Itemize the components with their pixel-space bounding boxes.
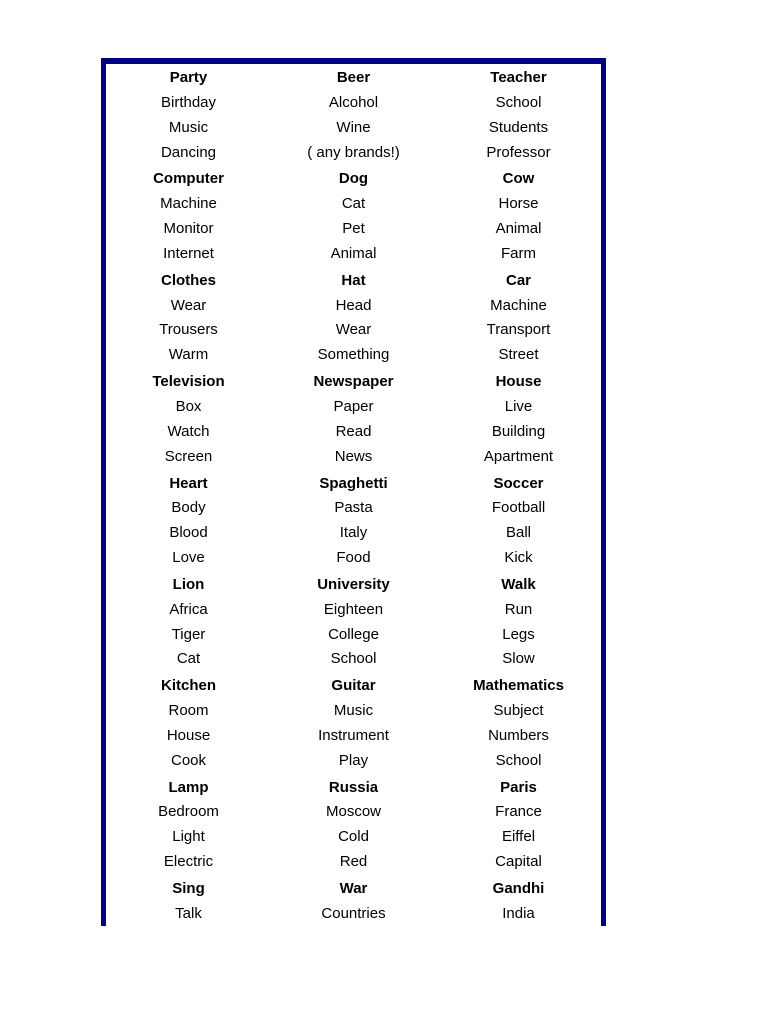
taboo-word: Alcohol bbox=[328, 93, 379, 111]
target-word: Paris bbox=[500, 778, 537, 796]
word-card bbox=[271, 64, 436, 165]
target-word: Spaghetti bbox=[319, 474, 388, 492]
word-card bbox=[106, 875, 271, 926]
target-word: Guitar bbox=[331, 677, 376, 695]
taboo-word: Red bbox=[339, 853, 368, 871]
taboo-word: Music bbox=[168, 118, 209, 136]
target-word: Lion bbox=[172, 575, 205, 593]
taboo-word: Electric bbox=[163, 853, 214, 871]
target-word: Heart bbox=[169, 474, 208, 492]
taboo-word: School bbox=[330, 650, 377, 668]
target-word: Walk bbox=[501, 575, 536, 593]
word-card bbox=[106, 267, 271, 368]
taboo-word: Talk bbox=[175, 904, 202, 922]
taboo-word: Eighteen bbox=[323, 600, 384, 618]
taboo-word: Read bbox=[335, 422, 372, 440]
word-card bbox=[106, 368, 271, 469]
target-word: Car bbox=[505, 271, 531, 289]
taboo-word: Students bbox=[488, 118, 549, 136]
taboo-word: Body bbox=[171, 499, 206, 517]
taboo-word: Countries bbox=[321, 904, 386, 922]
target-word: Russia bbox=[328, 778, 379, 796]
target-word: Kitchen bbox=[160, 677, 216, 695]
taboo-word: Paper bbox=[333, 397, 374, 415]
card-group bbox=[106, 470, 601, 571]
taboo-word: Light bbox=[172, 828, 205, 846]
word-card bbox=[436, 875, 601, 926]
taboo-word: France bbox=[495, 803, 542, 821]
target-word: Sing bbox=[172, 880, 205, 897]
word-card bbox=[106, 64, 271, 165]
taboo-word: Cat bbox=[176, 650, 201, 668]
word-card bbox=[106, 165, 271, 266]
taboo-word: Professor bbox=[486, 143, 551, 161]
card-group bbox=[106, 165, 601, 266]
taboo-word: Pet bbox=[342, 220, 365, 238]
taboo-word: Apartment bbox=[483, 447, 554, 465]
taboo-word: Building bbox=[491, 422, 546, 440]
word-card bbox=[436, 672, 601, 773]
word-card bbox=[436, 267, 601, 368]
taboo-word: Play bbox=[338, 751, 369, 769]
taboo-word: Africa bbox=[169, 600, 208, 618]
card-group bbox=[106, 267, 601, 368]
word-card bbox=[436, 165, 601, 266]
word-card bbox=[271, 672, 436, 773]
taboo-word: College bbox=[328, 625, 379, 643]
taboo-word: Farm bbox=[501, 244, 536, 262]
taboo-word: Eiffel bbox=[501, 828, 536, 846]
taboo-word: Machine bbox=[160, 195, 217, 213]
taboo-word: Live bbox=[504, 397, 533, 415]
taboo-word: Football bbox=[491, 499, 546, 517]
word-card bbox=[271, 875, 436, 926]
taboo-word: School bbox=[495, 93, 542, 111]
target-word: Beer bbox=[336, 69, 371, 86]
word-card bbox=[271, 774, 436, 875]
taboo-word: News bbox=[334, 447, 373, 465]
taboo-word: Moscow bbox=[325, 803, 381, 821]
word-card-table bbox=[101, 58, 606, 926]
taboo-word: Wine bbox=[336, 118, 371, 136]
card-group bbox=[106, 774, 601, 875]
word-card bbox=[106, 571, 271, 672]
taboo-word: Blood bbox=[169, 524, 208, 542]
word-card bbox=[436, 368, 601, 469]
target-word: University bbox=[317, 575, 390, 593]
word-card bbox=[436, 64, 601, 165]
card-group bbox=[106, 875, 601, 926]
card-group bbox=[106, 368, 601, 469]
target-word: Newspaper bbox=[313, 373, 394, 391]
taboo-word: Birthday bbox=[160, 93, 217, 111]
taboo-word: Cold bbox=[338, 828, 369, 846]
word-card bbox=[271, 368, 436, 469]
taboo-word: Something bbox=[317, 346, 390, 364]
target-word: Gandhi bbox=[492, 880, 545, 897]
taboo-word: Head bbox=[335, 296, 372, 314]
word-card bbox=[271, 267, 436, 368]
target-word: Hat bbox=[341, 271, 366, 289]
taboo-word: Food bbox=[336, 549, 371, 567]
taboo-word: Music bbox=[333, 702, 374, 720]
taboo-word: Screen bbox=[164, 447, 213, 465]
target-word: Television bbox=[152, 373, 225, 391]
taboo-word: Cook bbox=[170, 751, 207, 769]
word-card bbox=[436, 571, 601, 672]
taboo-word: Instrument bbox=[318, 726, 389, 744]
taboo-word: Kick bbox=[504, 549, 533, 567]
taboo-word: Wear bbox=[170, 296, 207, 314]
word-card bbox=[106, 774, 271, 875]
taboo-word: Animal bbox=[495, 220, 542, 238]
taboo-word: Wear bbox=[335, 321, 372, 339]
word-card bbox=[436, 470, 601, 571]
target-word: Cow bbox=[502, 170, 535, 188]
taboo-word: Street bbox=[498, 346, 539, 364]
taboo-word: Cat bbox=[341, 195, 366, 213]
taboo-word: Watch bbox=[167, 422, 210, 440]
taboo-word: School bbox=[495, 751, 542, 769]
target-word: War bbox=[339, 880, 368, 897]
taboo-word: Room bbox=[168, 702, 209, 720]
target-word: Lamp bbox=[168, 778, 209, 796]
target-word: Clothes bbox=[160, 271, 216, 289]
taboo-word: Italy bbox=[339, 524, 368, 542]
taboo-word: House bbox=[166, 726, 211, 744]
taboo-word: Subject bbox=[493, 702, 544, 720]
word-card bbox=[436, 774, 601, 875]
taboo-word: Legs bbox=[502, 625, 535, 643]
taboo-word: Love bbox=[172, 549, 205, 567]
target-word: Teacher bbox=[490, 69, 547, 86]
target-word: Computer bbox=[153, 170, 224, 188]
word-card bbox=[271, 165, 436, 266]
taboo-word: Tiger bbox=[171, 625, 206, 643]
taboo-word: India bbox=[502, 904, 535, 922]
taboo-word: Bedroom bbox=[158, 803, 219, 821]
taboo-word: Machine bbox=[490, 296, 547, 314]
target-word: Soccer bbox=[493, 474, 544, 492]
target-word: Party bbox=[169, 69, 208, 86]
taboo-word: Numbers bbox=[488, 726, 549, 744]
target-word: Dog bbox=[338, 170, 369, 188]
target-word: Mathematics bbox=[473, 677, 564, 695]
taboo-word: Dancing bbox=[160, 143, 217, 161]
taboo-word: Horse bbox=[498, 195, 539, 213]
taboo-word: Ball bbox=[505, 524, 531, 542]
taboo-word: Animal bbox=[330, 244, 377, 262]
taboo-word: Box bbox=[175, 397, 202, 415]
taboo-word: Capital bbox=[495, 853, 542, 871]
card-group bbox=[106, 672, 601, 773]
taboo-word: Monitor bbox=[163, 220, 214, 238]
taboo-word: Trousers bbox=[159, 321, 218, 339]
word-card bbox=[271, 571, 436, 672]
word-card bbox=[271, 470, 436, 571]
taboo-word: Run bbox=[504, 600, 533, 618]
taboo-word: ( any brands!) bbox=[307, 143, 400, 161]
word-card bbox=[106, 672, 271, 773]
word-card bbox=[106, 470, 271, 571]
card-group bbox=[106, 64, 601, 165]
target-word: House bbox=[495, 373, 542, 391]
taboo-word: Internet bbox=[163, 244, 214, 262]
taboo-word: Transport bbox=[486, 321, 551, 339]
card-group bbox=[106, 571, 601, 672]
taboo-word: Warm bbox=[168, 346, 209, 364]
taboo-word: Slow bbox=[502, 650, 535, 668]
taboo-word: Pasta bbox=[334, 499, 373, 517]
